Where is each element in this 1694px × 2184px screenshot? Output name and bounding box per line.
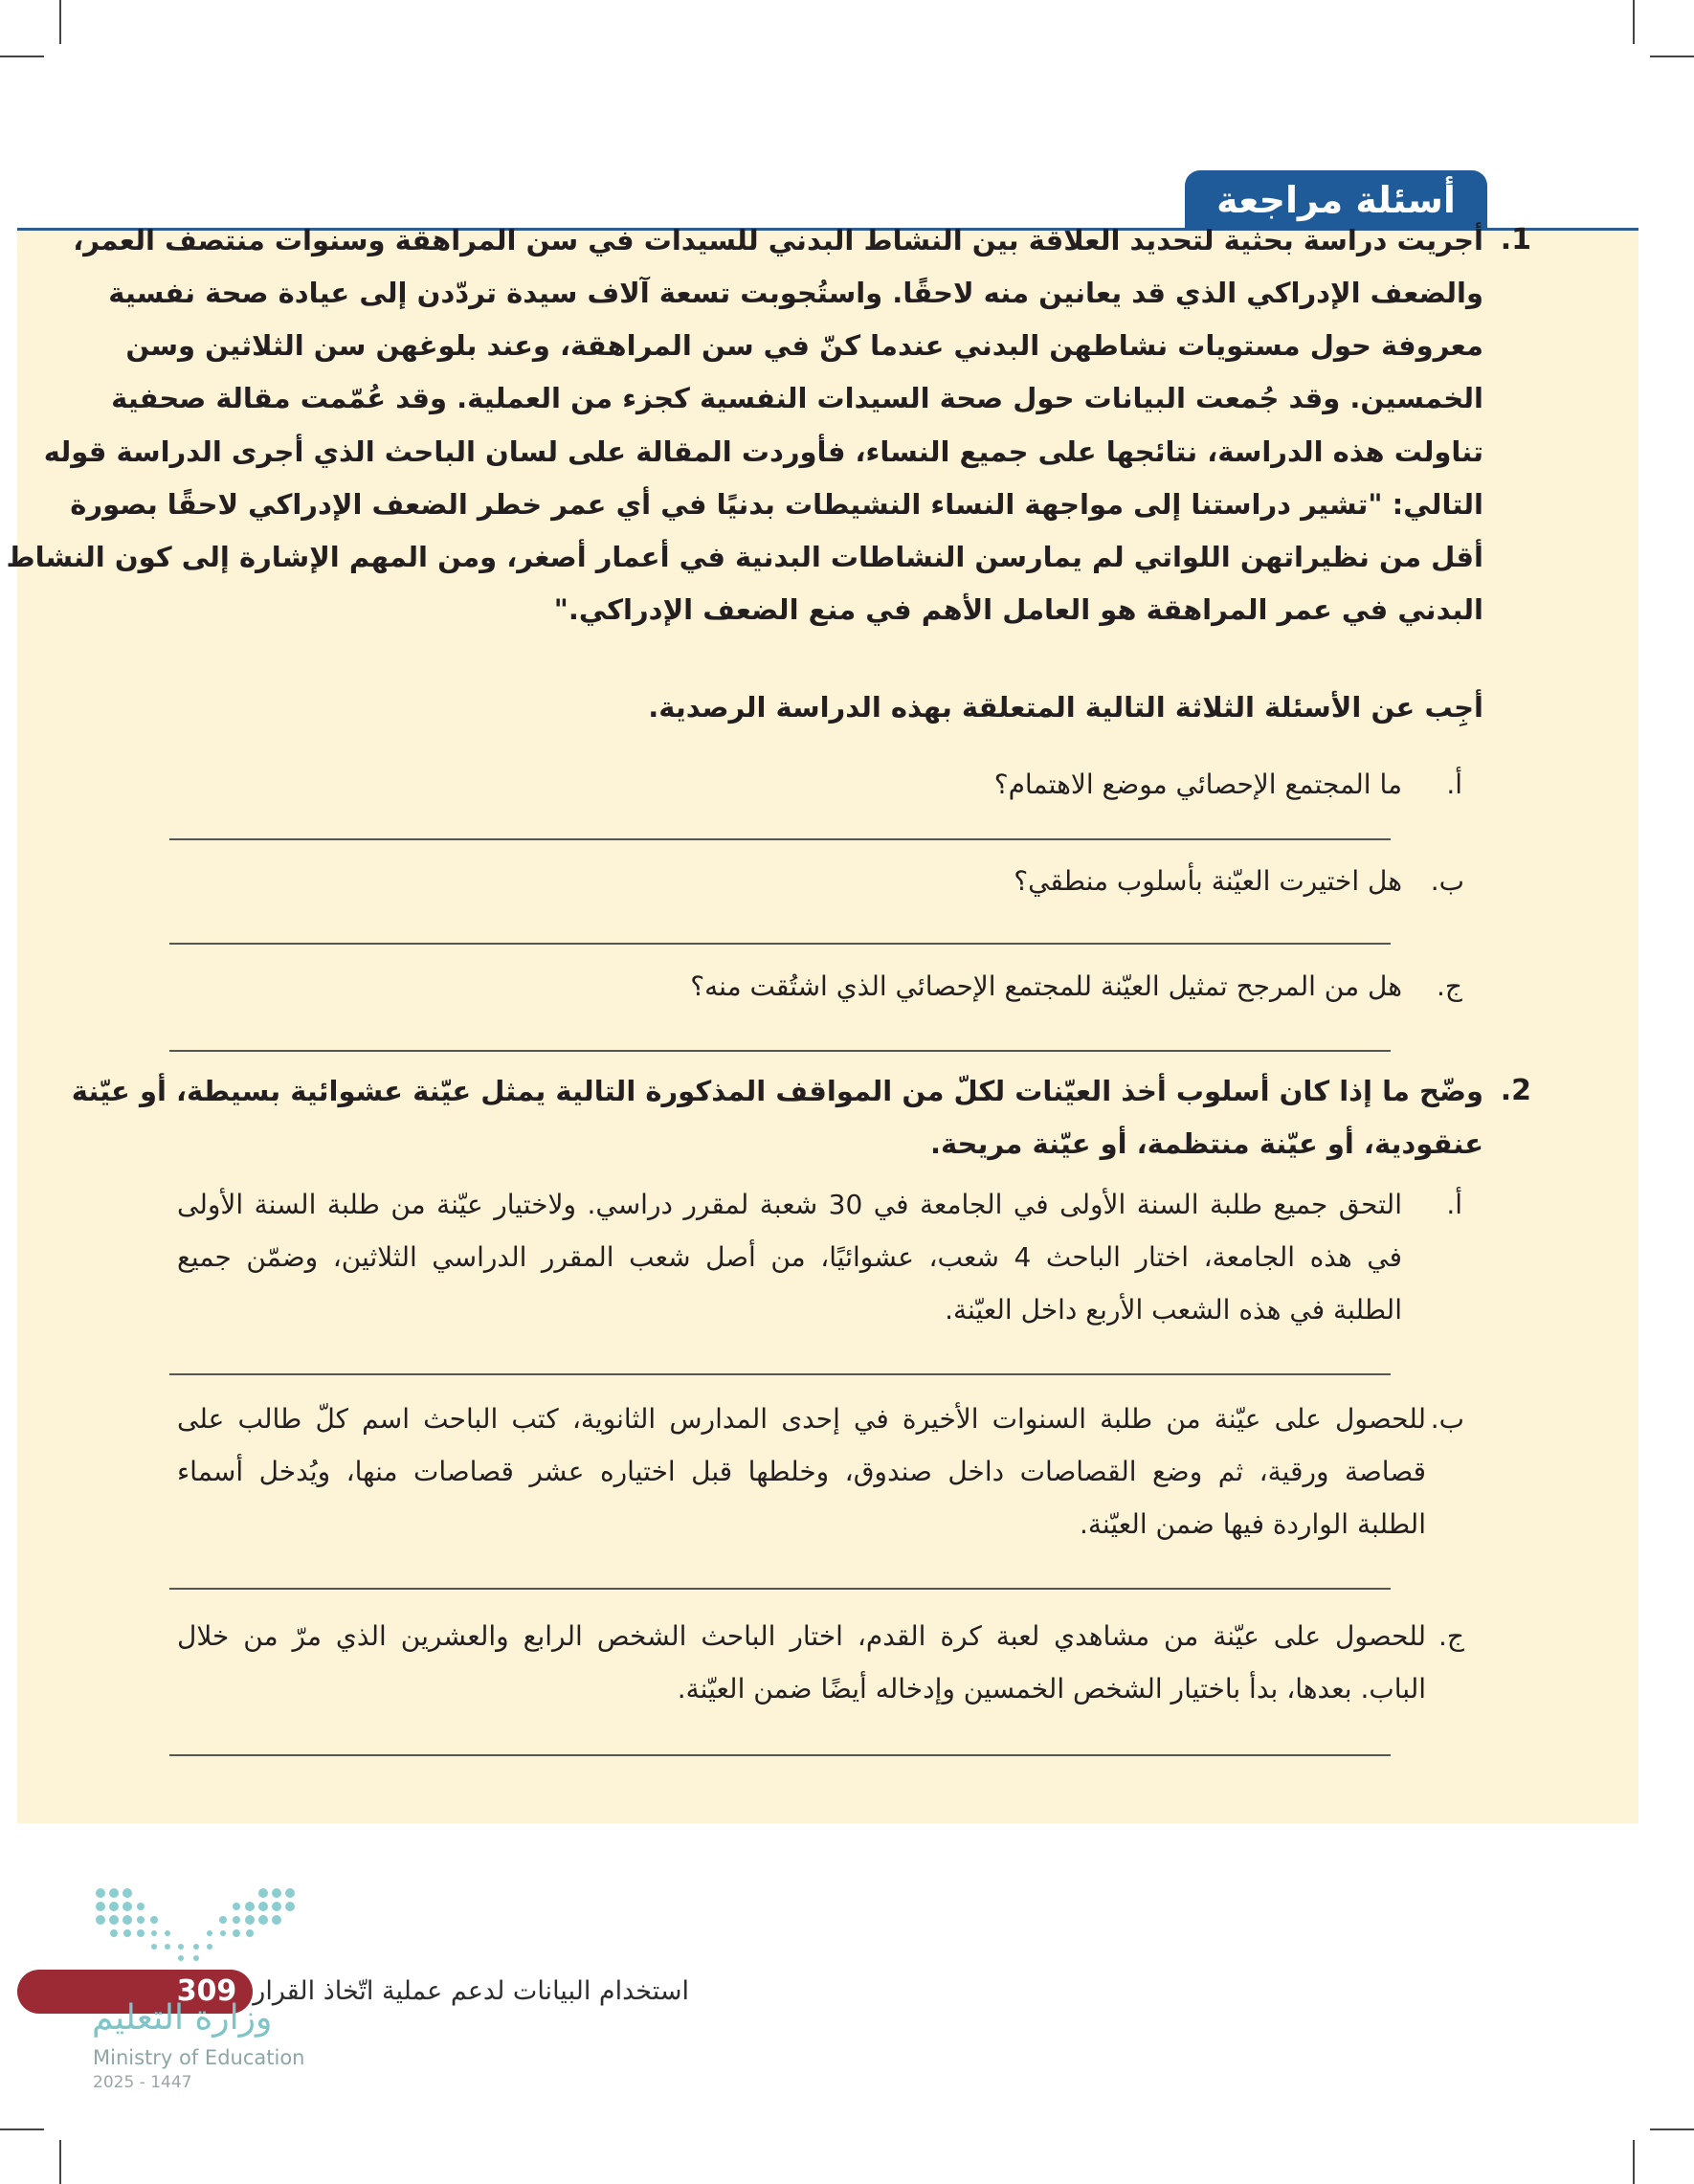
question-2-part-b-line: للحصول على عيّنة من طلبة السنوات الأخيرة في إحدى المدارس الثانوية، كتب الباحث اسم كلّ طالب على: [177, 1403, 1426, 1435]
question-2-number: 2.: [1500, 1074, 1531, 1107]
question-1-part-a: ما المجتمع الإحصائي موضع الاهتمام؟: [993, 769, 1402, 800]
part-mark: أ.: [1446, 1189, 1462, 1220]
answer-line[interactable]: [169, 838, 1391, 840]
question-1-part-b: هل اختيرت العيّنة بأسلوب منطقي؟: [1014, 865, 1402, 897]
question-2-part-a-line: في هذه الجامعة، اختار الباحث 4 شعب، عشوائيًا، من أصل شعب المقرر الدراسي الثلاثين، وضمّن جميع: [177, 1241, 1402, 1273]
question-1-line: أجريت دراسة بحثية لتحديد العلاقة بين النشاط البدني للسيدات في سن المراهقة وسنوات منتصف العمر،: [73, 224, 1483, 256]
question-1-line: والضعف الإدراكي الذي قد يعانين منه لاحقًا. واستُجوبت تسعة آلاف سيدة تردّدن إلى عيادة صحة نفسية: [108, 277, 1483, 309]
question-1-line: تناولت هذه الدراسة، نتائجها على جميع النساء، فأوردت المقالة على لسان الباحث الذي أجرى الدراسة قوله: [43, 435, 1483, 468]
question-1-line: البدني في عمر المراهقة هو العامل الأهم في منع الضعف الإدراكي.": [553, 593, 1483, 626]
answer-line[interactable]: [169, 1373, 1391, 1375]
ministry-name-english: Ministry of Education: [93, 2046, 305, 2069]
answer-line[interactable]: [169, 943, 1391, 945]
question-2-part-c-line: الباب. بعدها، بدأ باختيار الشخص الخمسين وإدخاله أيضًا ضمن العيّنة.: [677, 1673, 1426, 1705]
answer-line[interactable]: [169, 1588, 1391, 1590]
book-title: استخدام البيانات لدعم عملية اتّخاذ القرار: [253, 1976, 689, 2006]
question-1-line: أقل من نظيراتهن اللواتي لم يمارسن النشاطات البدنية في أعمار أصغر، ومن المهم الإشارة إلى كون النشاط: [6, 541, 1483, 573]
question-2-part-b-line: الطلبة الواردة فيها ضمن العيّنة.: [1079, 1508, 1426, 1540]
part-mark: ج.: [1437, 970, 1462, 1002]
question-2-line: عنقودية، أو عيّنة منتظمة، أو عيّنة مريحة.: [929, 1127, 1483, 1160]
part-mark: ب.: [1430, 1403, 1464, 1435]
section-title: أسئلة مراجعة: [1216, 179, 1456, 221]
question-1-line: معروفة حول مستويات نشاطهن البدني عندما كنّ في سن المراهقة، وعند بلوغهن سن الثلاثين وسن: [125, 329, 1483, 362]
ministry-logo-dots-icon: [93, 1887, 303, 1973]
part-mark: أ.: [1446, 769, 1462, 800]
crop-mark: [0, 56, 44, 57]
crop-mark: [0, 2128, 44, 2130]
crop-mark: [1650, 2128, 1694, 2130]
edition-year: 2025 - 1447: [93, 2073, 192, 2092]
crop-mark: [1633, 2140, 1635, 2184]
part-mark: ب.: [1430, 865, 1464, 897]
question-1-instruction: أجِب عن الأسئلة الثلاثة التالية المتعلقة بهذه الدراسة الرصدية.: [648, 691, 1483, 724]
question-1-number: 1.: [1500, 223, 1531, 256]
question-1-line: التالي: "تشير دراستنا إلى مواجهة النساء النشيطات بدنيًا في أي عمر خطر الضعف الإدراكي لاحقًا بصورة: [70, 488, 1483, 521]
ministry-name-arabic: وزارة التعليم: [92, 1998, 273, 2038]
page-number: 309: [176, 1974, 237, 2008]
question-2-part-c-line: للحصول على عيّنة من مشاهدي لعبة كرة القدم، اختار الباحث الشخص الرابع والعشرين الذي مرّ من خلال: [177, 1620, 1426, 1652]
crop-mark: [1633, 0, 1635, 44]
question-2-part-b-line: قصاصة ورقية، ثم وضع القصاصات داخل صندوق، وخلطها قبل اختياره عشر قصاصات منها، ويُدخل أسماء: [177, 1456, 1426, 1487]
crop-mark: [59, 0, 61, 44]
question-2-line: وضّح ما إذا كان أسلوب أخذ العيّنات لكلّ من المواقف المذكورة التالية يمثل عيّنة عشوائية بسيطة، أو عيّنة: [71, 1075, 1483, 1107]
question-2-part-a-line: الطلبة في هذه الشعب الأربع داخل العيّنة.: [945, 1294, 1402, 1326]
answer-line[interactable]: [169, 1754, 1391, 1756]
part-mark: ج.: [1438, 1620, 1464, 1652]
question-1-line: الخمسين. وقد جُمعت البيانات حول صحة السيدات النفسية كجزء من العملية. وقد عُمّمت مقالة صحفية: [111, 382, 1483, 414]
question-1-part-c: هل من المرجح تمثيل العيّنة للمجتمع الإحصائي الذي اشتُقت منه؟: [690, 970, 1402, 1002]
crop-mark: [1650, 56, 1694, 57]
question-2-part-a-line: التحق جميع طلبة السنة الأولى في الجامعة في 30 شعبة لمقرر دراسي. ولاختيار عيّنة من طلبة السنة الأولى: [177, 1189, 1402, 1220]
crop-mark: [59, 2140, 61, 2184]
answer-line[interactable]: [169, 1050, 1391, 1052]
